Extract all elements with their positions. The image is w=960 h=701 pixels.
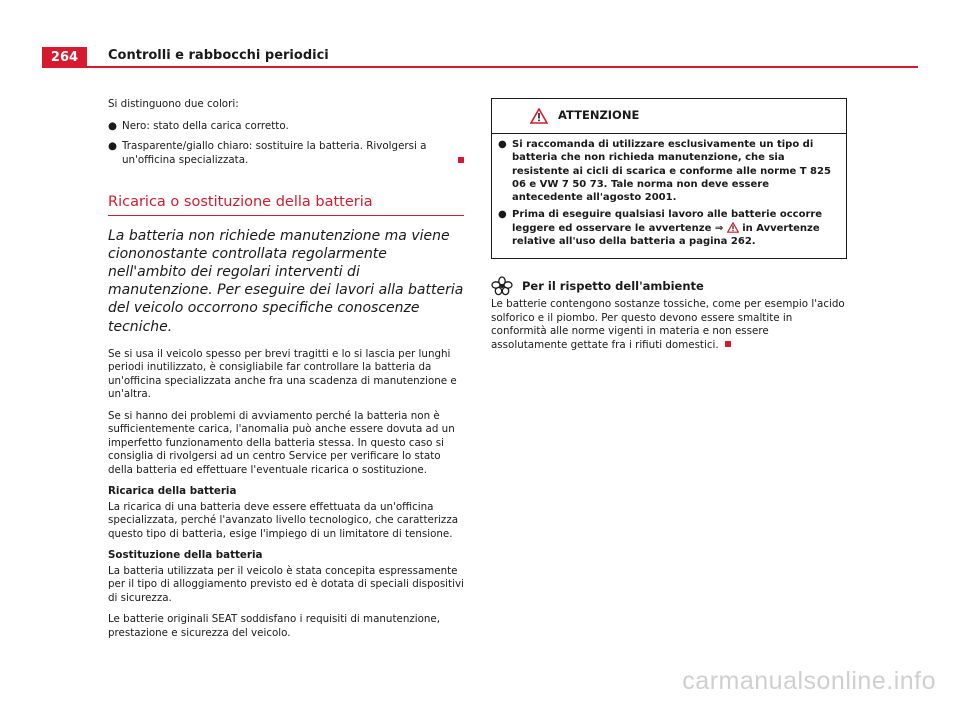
bullet-icon: ● — [498, 209, 507, 221]
bullet-icon: ● — [108, 140, 117, 152]
bullet-icon: ● — [108, 119, 117, 132]
bullet-icon: ● — [498, 139, 507, 150]
end-square-icon — [725, 341, 731, 347]
colors-intro: Si distinguono due colori: — [108, 98, 239, 110]
flower-environment-icon — [491, 276, 513, 296]
list-item — [498, 208, 840, 248]
bullet-text: Nero: stato della carica corretto. — [122, 119, 289, 132]
paragraph: Le batterie originali SEAT soddisfano i requisiti di manutenzione, prestazione e sicurezza del veicolo. — [108, 613, 441, 639]
end-square-icon — [458, 157, 464, 163]
watermark: carmanualsonline.info — [682, 667, 936, 695]
header-divider — [42, 66, 918, 68]
list-item — [108, 140, 464, 167]
warning-box — [491, 98, 847, 259]
subheading-charging: Ricarica della batteria — [108, 485, 237, 498]
paragraph: Se si usa il veicolo spesso per brevi tragitti e lo si lascia per lunghi periodi inutilizzato, è consigliabile far controllare la batteria da un'officina specializzata anche fra una scadenza di manutenzione e un'altra. — [108, 347, 457, 401]
bullet-text: Trasparente/giallo chiaro: sostituire la batteria. Rivolgersi a un'officina specializzata. — [122, 140, 464, 167]
warning-header — [492, 99, 846, 134]
paragraph: La batteria utilizzata per il veicolo è stata concepita espressamente per il tipo di alloggiamento previsto ed è dotata di speciali dispositivi di sicurezza. — [108, 564, 464, 604]
warning-triangle-icon — [530, 108, 548, 124]
page-number: 264 — [42, 47, 87, 67]
page-header-title: Controlli e rabbocchi periodici — [108, 48, 329, 63]
warning-triangle-icon — [727, 222, 739, 233]
section-intro: La batteria non richiede manutenzione ma viene ciononostante controllata regolarmente nell'ambito dei regolari interventi di manutenzione. Per eseguire dei lavori alla batteria del veicolo occorrono specifiche conoscenze tecniche. — [108, 227, 464, 335]
list-item — [498, 138, 840, 204]
environment-text: Le batterie contengono sostanze tossiche, come per esempio l'acido solforico e il piombo. Per questo devono essere smaltite in conformità alle norme vigenti in materia e non essere assolutamente gettate fra i rifiuti domestici. — [491, 298, 845, 351]
environment-title: Per il rispetto dell'ambiente — [522, 278, 704, 293]
warning-body — [492, 134, 846, 258]
subheading-replacement: Sostituzione della batteria — [108, 549, 263, 562]
paragraph: Se si hanno dei problemi di avviamento perché la batteria non è sufficientemente carica, l'anomalia può anche essere dovuta ad un imperfetto funzionamento della batteria stessa. In questo caso si consiglia di rivolgersi ad un centro Service per verificare lo stato della batteria ed effettuare l'eventuale ricarica o sostituzione. — [108, 409, 455, 476]
warning-title: ATTENZIONE — [558, 108, 640, 123]
section-title: Ricarica o sostituzione della batteria — [108, 196, 464, 216]
warning-text: Si raccomanda di utilizzare esclusivamente un tipo di batteria che non richieda manutenzione, che sia resistente ai cicli di scarica e conforme alle norme T 825 06 e VW 7 50 73. Tale norma non deve essere antecedente all'agosto 2001. — [512, 139, 831, 204]
environment-header — [491, 276, 848, 296]
list-item — [108, 120, 464, 134]
paragraph: La ricarica di una batteria deve essere effettuata da un'officina specializzata, perché l'avanzato livello tecnologico, che caratterizza questo tipo di batteria, esige l'impiego di un limitatore di tensione. — [108, 500, 459, 540]
left-column — [108, 98, 464, 648]
warning-text: Prima di eseguire qualsiasi lavoro alle batterie occorre leggere ed osservare le avvertenze ⇒ in Avvertenze relative all'uso della batteria a pagina 262. — [512, 209, 823, 248]
right-column — [491, 98, 848, 360]
